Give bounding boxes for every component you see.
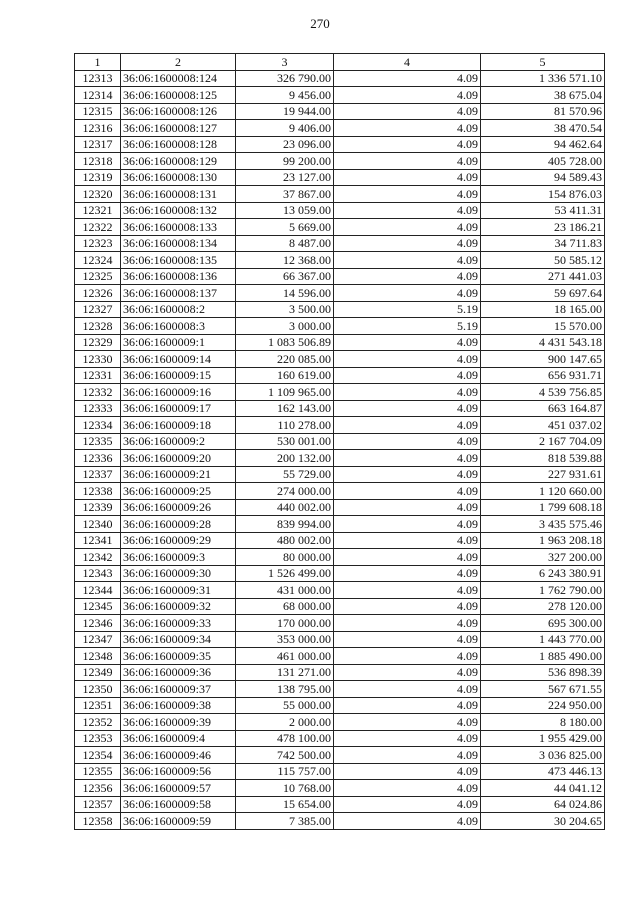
row-number-cell: 12321 bbox=[75, 202, 121, 219]
table-row bbox=[75, 780, 605, 797]
row-number-cell: 12335 bbox=[75, 433, 121, 450]
area-value-cell: 326 790.00 bbox=[236, 70, 334, 87]
table-row bbox=[75, 301, 605, 318]
total-value-cell: 663 164.87 bbox=[481, 400, 605, 417]
rate-value-cell: 4.09 bbox=[334, 483, 481, 500]
table-row bbox=[75, 697, 605, 714]
rate-value-cell: 4.09 bbox=[334, 631, 481, 648]
total-value-cell: 81 570.96 bbox=[481, 103, 605, 120]
table-row bbox=[75, 318, 605, 335]
total-value-cell: 1 799 608.18 bbox=[481, 499, 605, 516]
cadastral-number-cell: 36:06:1600008:135 bbox=[121, 252, 236, 269]
area-value-cell: 9 456.00 bbox=[236, 87, 334, 104]
total-value-cell: 473 446.13 bbox=[481, 763, 605, 780]
area-value-cell: 66 367.00 bbox=[236, 268, 334, 285]
table-row bbox=[75, 516, 605, 533]
area-value-cell: 839 994.00 bbox=[236, 516, 334, 533]
cadastral-number-cell: 36:06:1600009:36 bbox=[121, 664, 236, 681]
area-value-cell: 7 385.00 bbox=[236, 813, 334, 830]
cadastral-number-cell: 36:06:1600009:21 bbox=[121, 466, 236, 483]
rate-value-cell: 5.19 bbox=[334, 318, 481, 335]
total-value-cell: 656 931.71 bbox=[481, 367, 605, 384]
rate-value-cell: 4.09 bbox=[334, 549, 481, 566]
rate-value-cell: 4.09 bbox=[334, 598, 481, 615]
row-number-cell: 12336 bbox=[75, 450, 121, 467]
row-number-cell: 12327 bbox=[75, 301, 121, 318]
area-value-cell: 530 001.00 bbox=[236, 433, 334, 450]
rate-value-cell: 4.09 bbox=[334, 433, 481, 450]
cadastral-number-cell: 36:06:1600009:25 bbox=[121, 483, 236, 500]
table-row bbox=[75, 813, 605, 830]
rate-value-cell: 4.09 bbox=[334, 780, 481, 797]
row-number-cell: 12324 bbox=[75, 252, 121, 269]
total-value-cell: 6 243 380.91 bbox=[481, 565, 605, 582]
table-row bbox=[75, 450, 605, 467]
row-number-cell: 12328 bbox=[75, 318, 121, 335]
total-value-cell: 271 441.03 bbox=[481, 268, 605, 285]
cadastral-number-cell: 36:06:1600009:38 bbox=[121, 697, 236, 714]
cadastral-number-cell: 36:06:1600009:34 bbox=[121, 631, 236, 648]
total-value-cell: 1 120 660.00 bbox=[481, 483, 605, 500]
cadastral-number-cell: 36:06:1600009:14 bbox=[121, 351, 236, 368]
row-number-cell: 12340 bbox=[75, 516, 121, 533]
rate-value-cell: 4.09 bbox=[334, 268, 481, 285]
cadastral-number-cell: 36:06:1600008:126 bbox=[121, 103, 236, 120]
rate-value-cell: 4.09 bbox=[334, 400, 481, 417]
area-value-cell: 742 500.00 bbox=[236, 747, 334, 764]
area-value-cell: 480 002.00 bbox=[236, 532, 334, 549]
cadastral-number-cell: 36:06:1600008:131 bbox=[121, 186, 236, 203]
area-value-cell: 1 083 506.89 bbox=[236, 334, 334, 351]
table-row bbox=[75, 202, 605, 219]
table-row bbox=[75, 417, 605, 434]
rate-value-cell: 4.09 bbox=[334, 664, 481, 681]
rate-value-cell: 4.09 bbox=[334, 384, 481, 401]
area-value-cell: 461 000.00 bbox=[236, 648, 334, 665]
area-value-cell: 99 200.00 bbox=[236, 153, 334, 170]
total-value-cell: 3 435 575.46 bbox=[481, 516, 605, 533]
rate-value-cell: 4.09 bbox=[334, 813, 481, 830]
cadastral-number-cell: 36:06:1600009:57 bbox=[121, 780, 236, 797]
row-number-cell: 12352 bbox=[75, 714, 121, 731]
area-value-cell: 200 132.00 bbox=[236, 450, 334, 467]
rate-value-cell: 4.09 bbox=[334, 648, 481, 665]
rate-value-cell: 4.09 bbox=[334, 120, 481, 137]
cadastral-number-cell: 36:06:1600009:58 bbox=[121, 796, 236, 813]
row-number-cell: 12342 bbox=[75, 549, 121, 566]
row-number-cell: 12318 bbox=[75, 153, 121, 170]
rate-value-cell: 4.09 bbox=[334, 681, 481, 698]
rate-value-cell: 4.09 bbox=[334, 516, 481, 533]
total-value-cell: 900 147.65 bbox=[481, 351, 605, 368]
rate-value-cell: 5.19 bbox=[334, 301, 481, 318]
rate-value-cell: 4.09 bbox=[334, 747, 481, 764]
cadastral-number-cell: 36:06:1600008:124 bbox=[121, 70, 236, 87]
table-row bbox=[75, 252, 605, 269]
rate-value-cell: 4.09 bbox=[334, 202, 481, 219]
table-row bbox=[75, 285, 605, 302]
rate-value-cell: 4.09 bbox=[334, 532, 481, 549]
rate-value-cell: 4.09 bbox=[334, 714, 481, 731]
cadastral-number-cell: 36:06:1600008:130 bbox=[121, 169, 236, 186]
rate-value-cell: 4.09 bbox=[334, 252, 481, 269]
total-value-cell: 50 585.12 bbox=[481, 252, 605, 269]
table-row bbox=[75, 631, 605, 648]
rate-value-cell: 4.09 bbox=[334, 334, 481, 351]
total-value-cell: 15 570.00 bbox=[481, 318, 605, 335]
cadastral-number-cell: 36:06:1600009:46 bbox=[121, 747, 236, 764]
area-value-cell: 115 757.00 bbox=[236, 763, 334, 780]
area-value-cell: 138 795.00 bbox=[236, 681, 334, 698]
cadastral-number-cell: 36:06:1600009:32 bbox=[121, 598, 236, 615]
table-row bbox=[75, 499, 605, 516]
area-value-cell: 12 368.00 bbox=[236, 252, 334, 269]
total-value-cell: 94 589.43 bbox=[481, 169, 605, 186]
area-value-cell: 37 867.00 bbox=[236, 186, 334, 203]
row-number-cell: 12319 bbox=[75, 169, 121, 186]
rate-value-cell: 4.09 bbox=[334, 466, 481, 483]
area-value-cell: 8 487.00 bbox=[236, 235, 334, 252]
rate-value-cell: 4.09 bbox=[334, 351, 481, 368]
total-value-cell: 34 711.83 bbox=[481, 235, 605, 252]
column-header-1: 1 bbox=[75, 54, 121, 71]
rate-value-cell: 4.09 bbox=[334, 169, 481, 186]
column-header-2: 2 bbox=[121, 54, 236, 71]
table-row bbox=[75, 598, 605, 615]
area-value-cell: 55 729.00 bbox=[236, 466, 334, 483]
cadastral-number-cell: 36:06:1600009:18 bbox=[121, 417, 236, 434]
table-row bbox=[75, 70, 605, 87]
row-number-cell: 12344 bbox=[75, 582, 121, 599]
table-row bbox=[75, 747, 605, 764]
total-value-cell: 1 963 208.18 bbox=[481, 532, 605, 549]
rate-value-cell: 4.09 bbox=[334, 103, 481, 120]
column-header-4: 4 bbox=[334, 54, 481, 71]
area-value-cell: 5 669.00 bbox=[236, 219, 334, 236]
row-number-cell: 12322 bbox=[75, 219, 121, 236]
row-number-cell: 12355 bbox=[75, 763, 121, 780]
row-number-cell: 12341 bbox=[75, 532, 121, 549]
table-row bbox=[75, 730, 605, 747]
total-value-cell: 405 728.00 bbox=[481, 153, 605, 170]
rate-value-cell: 4.09 bbox=[334, 763, 481, 780]
area-value-cell: 10 768.00 bbox=[236, 780, 334, 797]
table-row bbox=[75, 714, 605, 731]
total-value-cell: 53 411.31 bbox=[481, 202, 605, 219]
table-row bbox=[75, 136, 605, 153]
row-number-cell: 12358 bbox=[75, 813, 121, 830]
cadastral-number-cell: 36:06:1600009:30 bbox=[121, 565, 236, 582]
area-value-cell: 131 271.00 bbox=[236, 664, 334, 681]
cadastral-number-cell: 36:06:1600009:37 bbox=[121, 681, 236, 698]
row-number-cell: 12323 bbox=[75, 235, 121, 252]
table-row bbox=[75, 235, 605, 252]
total-value-cell: 3 036 825.00 bbox=[481, 747, 605, 764]
cadastral-number-cell: 36:06:1600008:125 bbox=[121, 87, 236, 104]
rate-value-cell: 4.09 bbox=[334, 417, 481, 434]
area-value-cell: 23 127.00 bbox=[236, 169, 334, 186]
area-value-cell: 19 944.00 bbox=[236, 103, 334, 120]
total-value-cell: 154 876.03 bbox=[481, 186, 605, 203]
area-value-cell: 9 406.00 bbox=[236, 120, 334, 137]
table-row bbox=[75, 103, 605, 120]
row-number-cell: 12325 bbox=[75, 268, 121, 285]
area-value-cell: 1 109 965.00 bbox=[236, 384, 334, 401]
table-row bbox=[75, 367, 605, 384]
cadastral-number-cell: 36:06:1600008:137 bbox=[121, 285, 236, 302]
area-value-cell: 431 000.00 bbox=[236, 582, 334, 599]
row-number-cell: 12346 bbox=[75, 615, 121, 632]
table-row bbox=[75, 186, 605, 203]
cadastral-number-cell: 36:06:1600009:4 bbox=[121, 730, 236, 747]
table-row bbox=[75, 268, 605, 285]
cadastral-number-cell: 36:06:1600009:31 bbox=[121, 582, 236, 599]
row-number-cell: 12338 bbox=[75, 483, 121, 500]
rate-value-cell: 4.09 bbox=[334, 565, 481, 582]
rate-value-cell: 4.09 bbox=[334, 697, 481, 714]
row-number-cell: 12326 bbox=[75, 285, 121, 302]
cadastral-number-cell: 36:06:1600008:3 bbox=[121, 318, 236, 335]
cadastral-number-cell: 36:06:1600008:128 bbox=[121, 136, 236, 153]
total-value-cell: 536 898.39 bbox=[481, 664, 605, 681]
total-value-cell: 38 675.04 bbox=[481, 87, 605, 104]
cadastral-number-cell: 36:06:1600009:33 bbox=[121, 615, 236, 632]
total-value-cell: 1 443 770.00 bbox=[481, 631, 605, 648]
table-row bbox=[75, 532, 605, 549]
area-value-cell: 68 000.00 bbox=[236, 598, 334, 615]
area-value-cell: 14 596.00 bbox=[236, 285, 334, 302]
rate-value-cell: 4.09 bbox=[334, 582, 481, 599]
total-value-cell: 4 539 756.85 bbox=[481, 384, 605, 401]
table-row bbox=[75, 796, 605, 813]
row-number-cell: 12343 bbox=[75, 565, 121, 582]
total-value-cell: 2 167 704.09 bbox=[481, 433, 605, 450]
total-value-cell: 1 955 429.00 bbox=[481, 730, 605, 747]
row-number-cell: 12320 bbox=[75, 186, 121, 203]
row-number-cell: 12350 bbox=[75, 681, 121, 698]
row-number-cell: 12314 bbox=[75, 87, 121, 104]
row-number-cell: 12334 bbox=[75, 417, 121, 434]
cadastral-number-cell: 36:06:1600009:29 bbox=[121, 532, 236, 549]
table-row bbox=[75, 334, 605, 351]
column-header-5: 5 bbox=[481, 54, 605, 71]
total-value-cell: 23 186.21 bbox=[481, 219, 605, 236]
area-value-cell: 80 000.00 bbox=[236, 549, 334, 566]
table-row bbox=[75, 169, 605, 186]
row-number-cell: 12330 bbox=[75, 351, 121, 368]
total-value-cell: 1 762 790.00 bbox=[481, 582, 605, 599]
area-value-cell: 160 619.00 bbox=[236, 367, 334, 384]
rate-value-cell: 4.09 bbox=[334, 186, 481, 203]
rate-value-cell: 4.09 bbox=[334, 219, 481, 236]
table-body bbox=[75, 70, 605, 829]
cadastral-number-cell: 36:06:1600009:28 bbox=[121, 516, 236, 533]
rate-value-cell: 4.09 bbox=[334, 87, 481, 104]
area-value-cell: 478 100.00 bbox=[236, 730, 334, 747]
rate-value-cell: 4.09 bbox=[334, 70, 481, 87]
row-number-cell: 12353 bbox=[75, 730, 121, 747]
row-number-cell: 12315 bbox=[75, 103, 121, 120]
table-row bbox=[75, 483, 605, 500]
area-value-cell: 162 143.00 bbox=[236, 400, 334, 417]
row-number-cell: 12329 bbox=[75, 334, 121, 351]
area-value-cell: 3 500.00 bbox=[236, 301, 334, 318]
total-value-cell: 44 041.12 bbox=[481, 780, 605, 797]
total-value-cell: 4 431 543.18 bbox=[481, 334, 605, 351]
table-row bbox=[75, 466, 605, 483]
area-value-cell: 23 096.00 bbox=[236, 136, 334, 153]
row-number-cell: 12337 bbox=[75, 466, 121, 483]
row-number-cell: 12316 bbox=[75, 120, 121, 137]
table-row bbox=[75, 433, 605, 450]
cadastral-number-cell: 36:06:1600008:127 bbox=[121, 120, 236, 137]
total-value-cell: 94 462.64 bbox=[481, 136, 605, 153]
row-number-cell: 12313 bbox=[75, 70, 121, 87]
rate-value-cell: 4.09 bbox=[334, 136, 481, 153]
rate-value-cell: 4.09 bbox=[334, 499, 481, 516]
cadastral-number-cell: 36:06:1600008:129 bbox=[121, 153, 236, 170]
area-value-cell: 170 000.00 bbox=[236, 615, 334, 632]
cadastral-number-cell: 36:06:1600009:59 bbox=[121, 813, 236, 830]
rate-value-cell: 4.09 bbox=[334, 450, 481, 467]
total-value-cell: 30 204.65 bbox=[481, 813, 605, 830]
row-number-cell: 12357 bbox=[75, 796, 121, 813]
total-value-cell: 1 885 490.00 bbox=[481, 648, 605, 665]
rate-value-cell: 4.09 bbox=[334, 235, 481, 252]
total-value-cell: 59 697.64 bbox=[481, 285, 605, 302]
table-row bbox=[75, 615, 605, 632]
table-row bbox=[75, 582, 605, 599]
cadastral-number-cell: 36:06:1600009:3 bbox=[121, 549, 236, 566]
row-number-cell: 12339 bbox=[75, 499, 121, 516]
table-row bbox=[75, 648, 605, 665]
area-value-cell: 13 059.00 bbox=[236, 202, 334, 219]
row-number-cell: 12356 bbox=[75, 780, 121, 797]
area-value-cell: 55 000.00 bbox=[236, 697, 334, 714]
row-number-cell: 12345 bbox=[75, 598, 121, 615]
row-number-cell: 12354 bbox=[75, 747, 121, 764]
area-value-cell: 2 000.00 bbox=[236, 714, 334, 731]
total-value-cell: 8 180.00 bbox=[481, 714, 605, 731]
total-value-cell: 695 300.00 bbox=[481, 615, 605, 632]
cadastral-number-cell: 36:06:1600008:133 bbox=[121, 219, 236, 236]
rate-value-cell: 4.09 bbox=[334, 367, 481, 384]
cadastral-table bbox=[74, 53, 605, 830]
rate-value-cell: 4.09 bbox=[334, 285, 481, 302]
row-number-cell: 12349 bbox=[75, 664, 121, 681]
table-row bbox=[75, 153, 605, 170]
cadastral-number-cell: 36:06:1600009:17 bbox=[121, 400, 236, 417]
row-number-cell: 12347 bbox=[75, 631, 121, 648]
total-value-cell: 278 120.00 bbox=[481, 598, 605, 615]
area-value-cell: 353 000.00 bbox=[236, 631, 334, 648]
table-row bbox=[75, 681, 605, 698]
table-row bbox=[75, 664, 605, 681]
cadastral-number-cell: 36:06:1600008:2 bbox=[121, 301, 236, 318]
rate-value-cell: 4.09 bbox=[334, 730, 481, 747]
table-row bbox=[75, 87, 605, 104]
cadastral-number-cell: 36:06:1600009:16 bbox=[121, 384, 236, 401]
total-value-cell: 227 931.61 bbox=[481, 466, 605, 483]
area-value-cell: 110 278.00 bbox=[236, 417, 334, 434]
table-header-row bbox=[75, 54, 605, 71]
row-number-cell: 12332 bbox=[75, 384, 121, 401]
rate-value-cell: 4.09 bbox=[334, 153, 481, 170]
cadastral-number-cell: 36:06:1600009:56 bbox=[121, 763, 236, 780]
rate-value-cell: 4.09 bbox=[334, 615, 481, 632]
cadastral-number-cell: 36:06:1600009:15 bbox=[121, 367, 236, 384]
table-row bbox=[75, 384, 605, 401]
total-value-cell: 18 165.00 bbox=[481, 301, 605, 318]
column-header-3: 3 bbox=[236, 54, 334, 71]
cadastral-number-cell: 36:06:1600009:39 bbox=[121, 714, 236, 731]
cadastral-number-cell: 36:06:1600009:26 bbox=[121, 499, 236, 516]
total-value-cell: 38 470.54 bbox=[481, 120, 605, 137]
rate-value-cell: 4.09 bbox=[334, 796, 481, 813]
total-value-cell: 818 539.88 bbox=[481, 450, 605, 467]
table-row bbox=[75, 120, 605, 137]
cadastral-number-cell: 36:06:1600009:35 bbox=[121, 648, 236, 665]
total-value-cell: 64 024.86 bbox=[481, 796, 605, 813]
total-value-cell: 327 200.00 bbox=[481, 549, 605, 566]
cadastral-number-cell: 36:06:1600008:136 bbox=[121, 268, 236, 285]
total-value-cell: 567 671.55 bbox=[481, 681, 605, 698]
area-value-cell: 1 526 499.00 bbox=[236, 565, 334, 582]
area-value-cell: 220 085.00 bbox=[236, 351, 334, 368]
total-value-cell: 1 336 571.10 bbox=[481, 70, 605, 87]
row-number-cell: 12351 bbox=[75, 697, 121, 714]
table-row bbox=[75, 219, 605, 236]
row-number-cell: 12317 bbox=[75, 136, 121, 153]
row-number-cell: 12348 bbox=[75, 648, 121, 665]
area-value-cell: 15 654.00 bbox=[236, 796, 334, 813]
cadastral-number-cell: 36:06:1600009:20 bbox=[121, 450, 236, 467]
area-value-cell: 274 000.00 bbox=[236, 483, 334, 500]
table-row bbox=[75, 565, 605, 582]
row-number-cell: 12333 bbox=[75, 400, 121, 417]
table-row bbox=[75, 351, 605, 368]
row-number-cell: 12331 bbox=[75, 367, 121, 384]
area-value-cell: 440 002.00 bbox=[236, 499, 334, 516]
page-number: 270 bbox=[310, 16, 330, 31]
table-row bbox=[75, 763, 605, 780]
table-row bbox=[75, 400, 605, 417]
cadastral-number-cell: 36:06:1600008:134 bbox=[121, 235, 236, 252]
table-row bbox=[75, 549, 605, 566]
cadastral-number-cell: 36:06:1600009:2 bbox=[121, 433, 236, 450]
total-value-cell: 451 037.02 bbox=[481, 417, 605, 434]
cadastral-number-cell: 36:06:1600009:1 bbox=[121, 334, 236, 351]
area-value-cell: 3 000.00 bbox=[236, 318, 334, 335]
total-value-cell: 224 950.00 bbox=[481, 697, 605, 714]
cadastral-number-cell: 36:06:1600008:132 bbox=[121, 202, 236, 219]
